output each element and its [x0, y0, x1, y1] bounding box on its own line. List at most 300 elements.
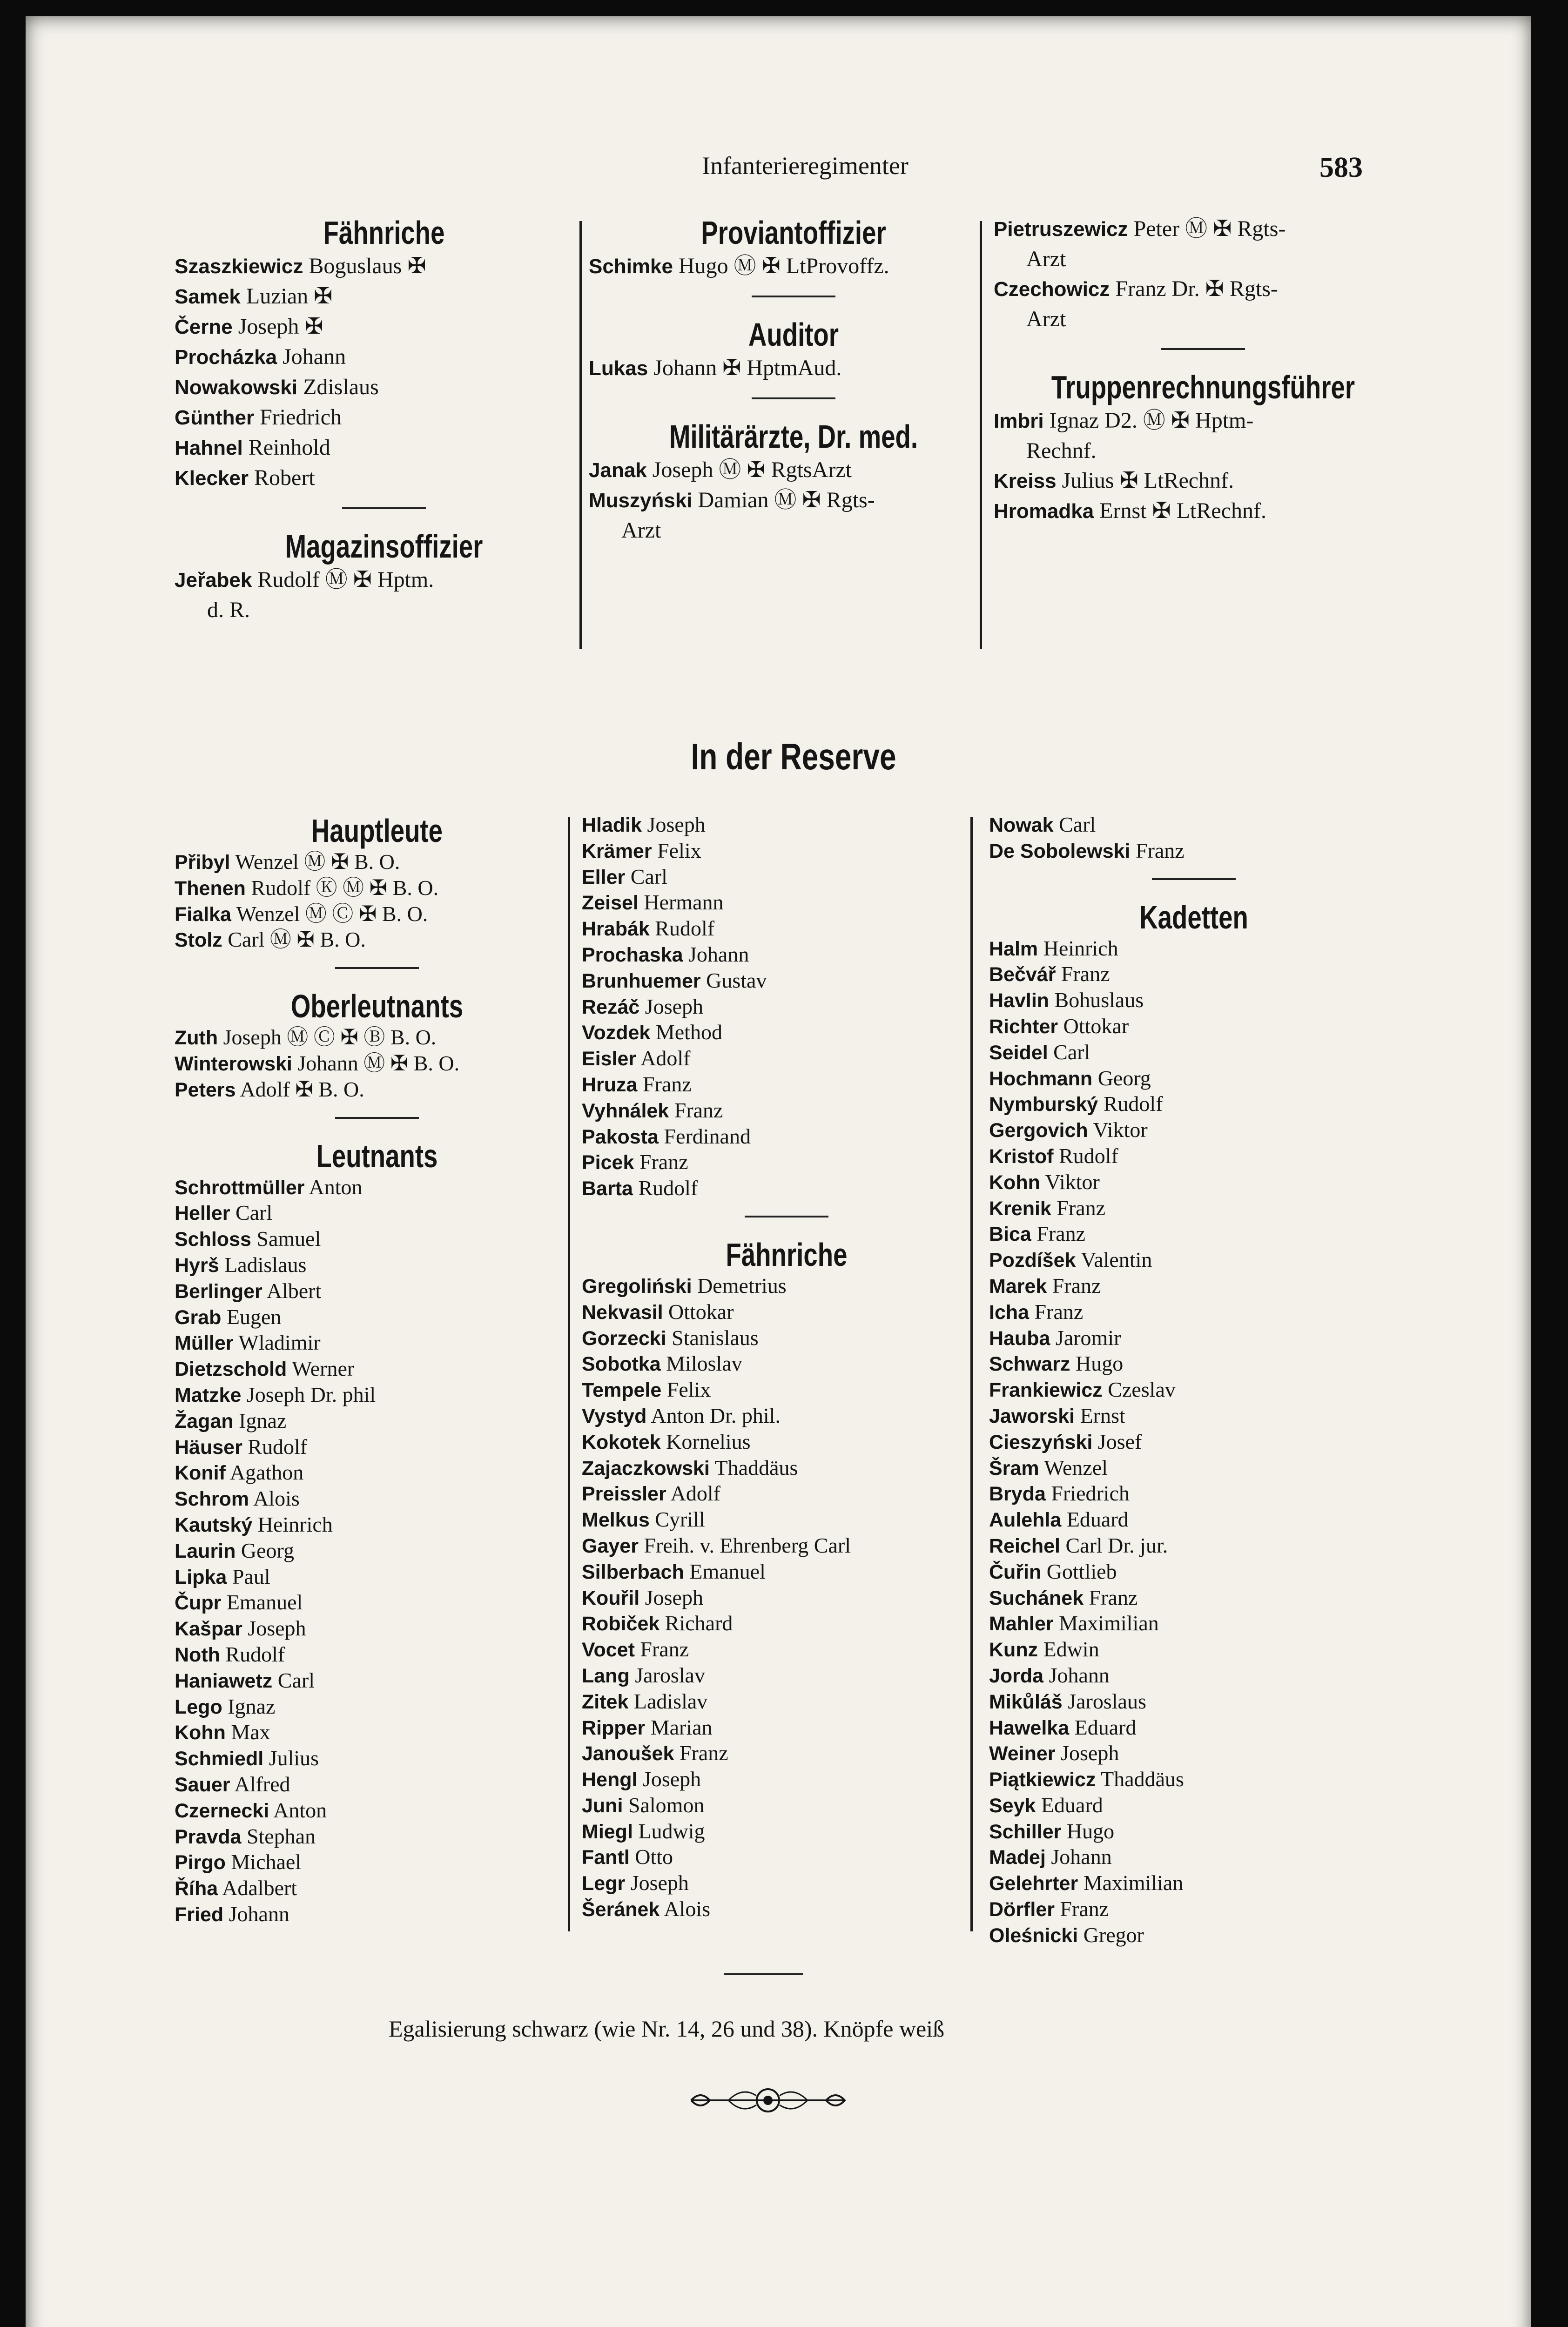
given-name-and-titles: Rudolf Ⓚ Ⓜ ✠ B. O. [251, 875, 439, 900]
surname: Hengl [582, 1769, 638, 1791]
surname: Schwarz [989, 1353, 1070, 1376]
given-name-and-titles: Joseph Ⓜ Ⓒ ✠ Ⓑ B. O. [223, 1025, 437, 1049]
given-name-and-titles: Heinrich [257, 1512, 333, 1536]
surname: Lang [582, 1664, 630, 1687]
section-title-truppenrechnungsfuhrer: Truppenrechnungsführer [1051, 369, 1355, 405]
roster-entry [989, 1611, 1399, 1637]
roster-entry [175, 1175, 579, 1201]
given-name-and-titles: Georg [1097, 1066, 1151, 1090]
section-divider [752, 296, 835, 297]
surname: Hyrš [175, 1254, 219, 1277]
given-name-and-titles: Valentin [1081, 1248, 1152, 1272]
given-name-and-titles: Anton [273, 1798, 327, 1822]
surname: Kohn [175, 1722, 226, 1744]
given-name-and-titles: Method [655, 1020, 722, 1044]
roster-entry [989, 1923, 1399, 1949]
roster-entry [989, 988, 1399, 1014]
surname: Nekvasil [582, 1301, 663, 1324]
section-divider [1161, 348, 1245, 350]
given-name-and-titles: Felix [657, 838, 701, 862]
surname: Miegl [582, 1820, 633, 1843]
roster-entry [994, 274, 1413, 334]
surname: Gelehrter [989, 1872, 1078, 1895]
roster-entry [175, 1382, 579, 1408]
given-name-and-titles: Franz [1089, 1585, 1138, 1609]
roster-entry [582, 1741, 991, 1767]
roster-entry [175, 1849, 579, 1876]
footer-note: Egalisierung schwarz (wie Nr. 14, 26 und 38). Knöpfe weiß [389, 2016, 945, 2042]
surname: Winterowski [175, 1052, 292, 1075]
given-name-and-titles: Stanislaus [672, 1325, 759, 1350]
given-name-and-titles: Ladislaus [224, 1252, 307, 1277]
surname: Kouřil [582, 1587, 640, 1609]
surname: Lego [175, 1695, 222, 1718]
given-name-and-titles: Boguslaus ✠ [309, 254, 426, 278]
given-name-and-titles: Adolf [670, 1481, 720, 1506]
roster-entry [589, 251, 998, 282]
roster-entry [175, 1486, 579, 1512]
surname: Szaszkiewicz [175, 255, 303, 278]
given-name-and-titles: Franz [1060, 1897, 1109, 1921]
surname: Haniawetz [175, 1669, 273, 1692]
surname: Jorda [989, 1664, 1044, 1687]
surname: Silberbach [582, 1560, 684, 1583]
roster-entry [582, 1325, 991, 1352]
surname: Suchánek [989, 1587, 1084, 1609]
surname: Konif [175, 1462, 226, 1485]
surname: Čuřin [989, 1560, 1042, 1583]
given-name-and-titles: Robert [254, 465, 315, 490]
given-name-and-titles: Otto [635, 1845, 673, 1869]
surname: Weiner [989, 1742, 1056, 1765]
given-name-and-titles: Joseph [645, 994, 704, 1018]
surname: Bica [989, 1223, 1031, 1246]
surname: Piątkiewicz [989, 1769, 1096, 1791]
roster-entry [582, 994, 991, 1020]
running-header: Infanterieregimenter [702, 152, 908, 180]
surname: Robiček [582, 1613, 660, 1635]
roster-entry [175, 1668, 579, 1694]
surname: Kohn [989, 1171, 1040, 1194]
given-name-and-titles: Joseph [630, 1871, 689, 1895]
given-name-and-titles: Albert [266, 1278, 322, 1303]
surname: Aulehla [989, 1509, 1062, 1532]
surname: Dörfler [989, 1898, 1055, 1921]
roster-entry [989, 1767, 1399, 1793]
surname: Gorzecki [582, 1327, 666, 1350]
roster-entry [989, 1455, 1399, 1481]
surname: Madej [989, 1846, 1046, 1869]
surname: Kašpar [175, 1618, 242, 1641]
surname: Legr [582, 1872, 626, 1895]
roster-entry [582, 1072, 991, 1098]
roster-entry [582, 1897, 991, 1923]
given-name-and-titles: Joseph Ⓜ ✠ RgtsArzt [652, 457, 852, 482]
given-name-and-titles: Carl [236, 1201, 273, 1225]
surname: Černe [175, 316, 233, 338]
given-name-and-titles: Carl [630, 864, 667, 888]
roster-entry [582, 1403, 991, 1429]
section-divider [335, 967, 419, 969]
roster-entry [589, 455, 998, 485]
roster-entry [989, 1897, 1399, 1923]
surname: Zitek [582, 1690, 629, 1713]
surname: De Sobolewski [989, 840, 1131, 862]
given-name-and-titles: Jaromir [1055, 1325, 1121, 1350]
footer-rule [724, 1973, 803, 1975]
bottom-column-3 [989, 812, 1399, 1949]
roster-entry [989, 1040, 1399, 1066]
roster-entry [175, 901, 579, 928]
section-title-magazinsoffizier: Magazinsoffizier [285, 528, 483, 565]
surname: Cieszyński [989, 1431, 1093, 1453]
roster-entry [582, 942, 991, 968]
given-name-and-titles: Miloslav [666, 1352, 742, 1376]
section-title-militararzte-dr-med: Militärärzte, Dr. med. [669, 418, 918, 455]
surname: Frankiewicz [989, 1379, 1103, 1402]
roster-entry [175, 251, 593, 282]
given-name-and-titles: Hugo [1075, 1352, 1124, 1376]
roster-entry [582, 1124, 991, 1150]
given-name-and-titles: Franz [679, 1741, 728, 1765]
given-name-and-titles: Ferdinand [664, 1124, 751, 1148]
surname: Laurin [175, 1540, 236, 1562]
given-name-and-titles: Ignaz D2. Ⓜ ✠ Hptm- [1049, 408, 1254, 433]
roster-entry [582, 1585, 991, 1611]
roster-entry [989, 1066, 1399, 1092]
surname: Žagan [175, 1410, 234, 1433]
surname: Bečvář [989, 963, 1056, 986]
bottom-column-2 [582, 812, 991, 1923]
roster-entry [582, 1507, 991, 1533]
given-name-and-titles: Johann [229, 1902, 289, 1926]
roster-entry [175, 1226, 579, 1252]
given-name-and-titles: Carl Ⓜ ✠ B. O. [228, 928, 366, 952]
roster-entry [582, 1793, 991, 1819]
roster-entry [989, 1351, 1399, 1377]
roster-entry [989, 838, 1399, 864]
surname: Čupr [175, 1592, 222, 1614]
entry-continuation: Rechnf. [1026, 438, 1097, 463]
roster-entry [582, 1481, 991, 1507]
roster-entry [175, 312, 593, 342]
surname: Klecker [175, 467, 249, 490]
surname: Pietruszewicz [994, 218, 1128, 241]
surname: Lukas [589, 357, 648, 380]
roster-entry [589, 485, 998, 545]
surname: Barta [582, 1177, 633, 1200]
surname: Imbri [994, 410, 1044, 432]
roster-entry [989, 1014, 1399, 1040]
roster-entry [582, 1429, 991, 1455]
roster-entry [175, 1077, 579, 1103]
roster-entry [175, 1025, 579, 1051]
roster-entry [175, 1278, 579, 1305]
roster-entry [989, 1715, 1399, 1741]
surname: Müller [175, 1332, 234, 1355]
surname: Dietzschold [175, 1358, 287, 1381]
given-name-and-titles: Alfred [234, 1772, 290, 1796]
surname: Oleśnicki [989, 1924, 1078, 1947]
given-name-and-titles: Hugo Ⓜ ✠ LtProvoffz. [678, 254, 889, 278]
roster-entry [582, 1767, 991, 1793]
roster-entry [994, 496, 1413, 526]
roster-entry [175, 927, 579, 953]
given-name-and-titles: Cyrill [655, 1507, 705, 1532]
surname: Zajaczkowski [582, 1457, 710, 1480]
given-name-and-titles: Wenzel [1044, 1455, 1108, 1480]
surname: Seyk [989, 1794, 1036, 1817]
roster-entry [989, 1247, 1399, 1273]
given-name-and-titles: Viktor [1093, 1118, 1148, 1142]
given-name-and-titles: Rudolf [248, 1434, 308, 1459]
given-name-and-titles: Ernst ✠ LtRechnf. [1099, 498, 1266, 523]
roster-entry [582, 1176, 991, 1202]
given-name-and-titles: Ottokar [668, 1299, 734, 1324]
roster-entry [582, 1533, 991, 1559]
column-rule [980, 221, 982, 649]
roster-entry [989, 1585, 1399, 1611]
surname: Jeřabek [175, 569, 252, 592]
surname: Kautský [175, 1513, 253, 1536]
page-number: 583 [1319, 152, 1363, 183]
surname: Hawelka [989, 1716, 1070, 1739]
given-name-and-titles: Adolf [640, 1046, 691, 1070]
given-name-and-titles: Eugen [226, 1305, 282, 1329]
given-name-and-titles: Richard [665, 1611, 733, 1635]
surname: Tempele [582, 1379, 662, 1402]
surname: Schrottmüller [175, 1176, 305, 1199]
surname: Eisler [582, 1048, 637, 1070]
given-name-and-titles: Max [231, 1720, 270, 1744]
roster-entry [175, 1616, 579, 1642]
roster-entry [175, 1356, 579, 1382]
roster-entry [582, 1870, 991, 1897]
surname: Samek [175, 285, 241, 308]
given-name-and-titles: Ernst [1080, 1403, 1125, 1427]
given-name-and-titles: Wladimir [238, 1331, 321, 1355]
roster-entry [989, 1870, 1399, 1897]
surname: Matzke [175, 1384, 242, 1406]
given-name-and-titles: Gregor [1083, 1923, 1144, 1947]
roster-entry [175, 1200, 579, 1226]
roster-entry [175, 433, 593, 463]
roster-entry [989, 1481, 1399, 1507]
top-column-1 [175, 214, 593, 625]
surname: Kokotek [582, 1431, 661, 1453]
given-name-and-titles: Franz [642, 1072, 692, 1096]
roster-entry [175, 1305, 579, 1331]
section-divider [1152, 878, 1236, 880]
roster-entry [989, 1325, 1399, 1352]
surname: Přibyl [175, 851, 230, 874]
surname: Gayer [582, 1534, 639, 1557]
surname: Hochmann [989, 1067, 1093, 1090]
roster-entry [989, 1793, 1399, 1819]
surname: Kreiss [994, 470, 1057, 492]
given-name-and-titles: Ludwig [638, 1819, 705, 1843]
roster-entry [175, 849, 579, 875]
reserve-heading: In der Reserve [691, 736, 896, 777]
roster-entry [582, 864, 991, 890]
surname: Šram [989, 1457, 1039, 1480]
roster-entry [582, 1663, 991, 1689]
given-name-and-titles: Franz [640, 1637, 689, 1661]
surname: Muszyński [589, 489, 693, 512]
roster-entry [989, 1196, 1399, 1222]
surname: Vozdek [582, 1022, 651, 1044]
roster-entry [582, 1150, 991, 1176]
given-name-and-titles: Felix [666, 1378, 711, 1402]
given-name-and-titles: Ignaz [228, 1694, 276, 1718]
given-name-and-titles: Heinrich [1043, 936, 1118, 960]
surname: Reichel [989, 1534, 1060, 1557]
given-name-and-titles: Agathon [229, 1460, 304, 1485]
given-name-and-titles: Paul [232, 1564, 270, 1588]
given-name-and-titles: Czeslav [1108, 1378, 1176, 1402]
surname: Pirgo [175, 1851, 226, 1874]
roster-entry [175, 463, 593, 493]
given-name-and-titles: Salomon [628, 1793, 705, 1817]
surname: Janak [589, 459, 647, 482]
given-name-and-titles: Maximilian [1059, 1611, 1159, 1635]
roster-entry [582, 1020, 991, 1046]
roster-entry [582, 1273, 991, 1299]
roster-entry [582, 1844, 991, 1870]
surname: Berlinger [175, 1280, 262, 1303]
roster-entry [989, 1559, 1399, 1585]
surname: Juni [582, 1794, 623, 1817]
roster-entry [582, 1611, 991, 1637]
top-column-3 [994, 214, 1413, 526]
surname: Melkus [582, 1509, 650, 1532]
column-rule [579, 221, 582, 649]
given-name-and-titles: Ottokar [1063, 1014, 1129, 1038]
entry-continuation: Arzt [1026, 247, 1066, 271]
roster-entry [582, 890, 991, 916]
given-name-and-titles: Joseph [645, 1585, 703, 1609]
page-sheet [26, 16, 1531, 2327]
given-name-and-titles: Peter Ⓜ ✠ Rgts- [1133, 216, 1286, 241]
given-name-and-titles: Joseph [647, 813, 706, 836]
given-name-and-titles: Joseph Dr. phil [246, 1382, 376, 1406]
section-title-kadetten: Kadetten [1139, 899, 1248, 935]
surname: Říha [175, 1877, 218, 1900]
roster-entry [989, 1143, 1399, 1170]
surname: Icha [989, 1301, 1030, 1324]
given-name-and-titles: Jaroslaus [1068, 1689, 1146, 1713]
roster-entry [175, 1538, 579, 1564]
surname: Gergovich [989, 1119, 1088, 1142]
roster-entry [989, 1663, 1399, 1689]
roster-entry [175, 372, 593, 403]
surname: Fialka [175, 903, 231, 926]
surname: Vyhnálek [582, 1099, 669, 1122]
roster-entry [175, 1694, 579, 1720]
surname: Seidel [989, 1041, 1048, 1064]
roster-entry [175, 342, 593, 372]
given-name-and-titles: Emanuel [689, 1559, 766, 1583]
given-name-and-titles: Rudolf [655, 916, 715, 941]
top-column-2 [589, 214, 998, 545]
roster-entry [175, 1252, 579, 1278]
given-name-and-titles: Zdislaus [303, 375, 379, 399]
given-name-and-titles: Johann [283, 344, 346, 369]
roster-entry [175, 1642, 579, 1668]
given-name-and-titles: Gustav [706, 968, 767, 992]
surname: Janoušek [582, 1742, 674, 1765]
surname: Sobotka [582, 1353, 661, 1376]
given-name-and-titles: Julius ✠ LtRechnf. [1062, 468, 1234, 493]
given-name-and-titles: Freih. v. Ehrenberg Carl [644, 1533, 851, 1557]
surname: Fantl [582, 1846, 630, 1869]
given-name-and-titles: Damian Ⓜ ✠ Rgts- [698, 488, 875, 512]
given-name-and-titles: Joseph ✠ [238, 314, 323, 339]
roster-entry [175, 1051, 579, 1077]
surname: Ripper [582, 1716, 646, 1739]
roster-entry [989, 1170, 1399, 1196]
given-name-and-titles: Rudolf [1059, 1143, 1118, 1168]
roster-entry [175, 1902, 579, 1928]
given-name-and-titles: Anton Dr. phil. [651, 1403, 781, 1427]
column-rule [568, 817, 570, 1931]
given-name-and-titles: Rudolf Ⓜ ✠ Hptm. [257, 567, 434, 592]
section-title-oberleutnants: Oberleutnants [290, 988, 464, 1025]
given-name-and-titles: Luzian ✠ [246, 284, 333, 309]
roster-entry [994, 406, 1413, 466]
surname: Lipka [175, 1566, 227, 1588]
roster-entry [582, 1819, 991, 1845]
given-name-and-titles: Alois [253, 1486, 300, 1511]
given-name-and-titles: Friedrich [260, 405, 342, 430]
given-name-and-titles: Werner [291, 1357, 355, 1381]
given-name-and-titles: Johann [688, 942, 749, 966]
roster-entry [175, 1512, 579, 1538]
roster-entry [582, 1299, 991, 1325]
given-name-and-titles: Viktor [1045, 1170, 1100, 1194]
surname: Hrabák [582, 918, 650, 941]
surname: Schrom [175, 1488, 249, 1511]
given-name-and-titles: Gottlieb [1046, 1559, 1117, 1583]
given-name-and-titles: Alois [664, 1897, 710, 1921]
roster-entry [175, 1772, 579, 1798]
surname: Procházka [175, 346, 277, 369]
given-name-and-titles: Reinhold [248, 435, 330, 460]
surname: Prochaska [582, 943, 683, 966]
roster-entry [989, 936, 1399, 962]
given-name-and-titles: Carl [1059, 813, 1096, 836]
given-name-and-titles: Franz [1057, 1196, 1106, 1220]
roster-entry [989, 1741, 1399, 1767]
surname: Heller [175, 1202, 230, 1225]
surname: Gregoliński [582, 1275, 692, 1298]
roster-entry [589, 353, 998, 383]
surname: Thenen [175, 877, 246, 900]
bottom-column-1 [175, 812, 579, 1928]
roster-entry [582, 916, 991, 942]
roster-entry [582, 1351, 991, 1377]
roster-entry [989, 1377, 1399, 1403]
roster-entry [989, 1637, 1399, 1663]
section-title-proviantoffizier: Proviantoffizier [701, 215, 886, 251]
given-name-and-titles: Joseph [1061, 1741, 1119, 1765]
given-name-and-titles: Wenzel Ⓜ ✠ B. O. [235, 850, 400, 874]
roster-entry [582, 968, 991, 994]
given-name-and-titles: Eduard [1074, 1715, 1137, 1739]
surname: Sauer [175, 1773, 230, 1796]
surname: Halm [989, 937, 1038, 960]
roster-entry [989, 1299, 1399, 1325]
